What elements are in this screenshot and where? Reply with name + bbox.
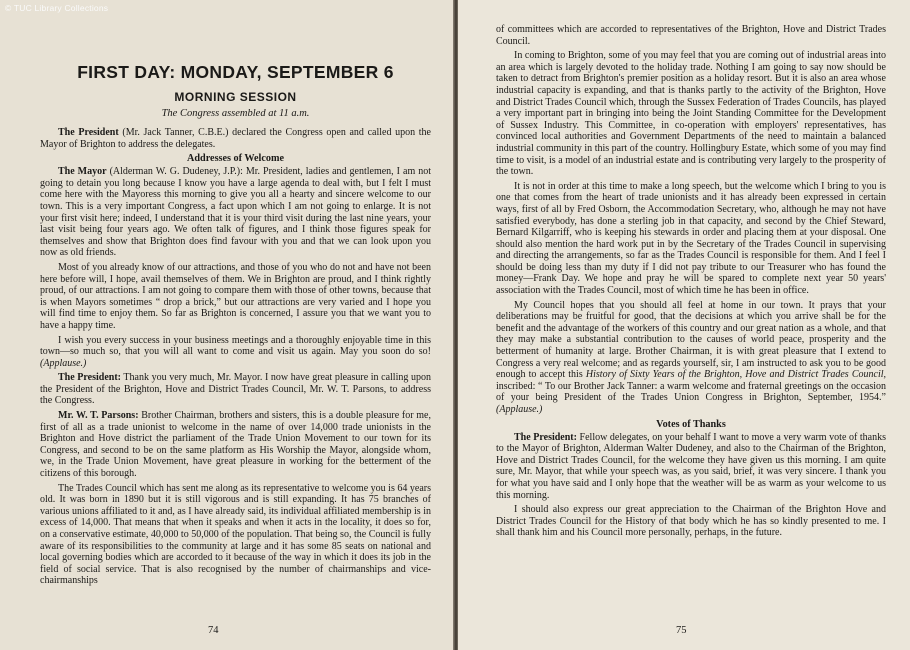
paragraph-parsons: Mr. W. T. Parsons: Brother Chairman, brothers and sisters, this is a double pleasure for me, first of all as a trade unionist to welcome in the name of over 14,000 trade unionists in the Brighton and Hove district the parliament of the Trade Union Movement to our town for its Congress, and second to be on the same platform as His Worship the Mayor, alongside whom, we, in the Trade Union Movement, have great pleasure in working for the betterment of the citizens of this borough.: [40, 410, 431, 480]
right-page: [458, 0, 910, 650]
session-heading: MORNING SESSION: [174, 90, 297, 104]
paragraph-president-reply: The President: Thank you very much, Mr. Mayor. I now have great pleasure in calling upon the President of the Brighton, Hove and District Trades Council, Mr. W. T. Parsons, to address the Congress.: [40, 372, 431, 407]
watermark: © TUC Library Collections: [5, 3, 109, 13]
paragraph-president-opening: The President (Mr. Jack Tanner, C.B.E.) declared the Congress open and called upon the Mayor of Brighton to address the delegates.: [40, 127, 431, 150]
paragraph-trades-council: The Trades Council which has sent me along as its representative to welcome you is 64 years old. It was born in 1890 but it is still vigorous and is still expanding. It has 75 branches of various unions affiliated to it and, as I have already said, its individual affiliated membership is in excess of 14,000. That means that when it speaks and when it acts in the locality, it does so for, on a conservative estimate, 40,000 to 50,000 of the population. That being so, the Council is fully aware of its responsibilities to the community at large and it has some 85 seats on national and local governing bodies which are accorded to it because of the way in which it does its job in the field of social service. That is also recognised by the number of chairmanships and vice-chairmanships: [40, 482, 431, 587]
speaker-name: The Mayor: [58, 166, 107, 178]
speaker-name: The President:: [514, 431, 577, 443]
day-title: FIRST DAY: MONDAY, SEPTEMBER 6: [77, 62, 394, 82]
applause-note: (Applause.): [40, 357, 87, 369]
page-number-right: 75: [676, 625, 687, 636]
speaker-name: The President: [58, 127, 119, 138]
paragraph-council-hopes: My Council hopes that you should all feel at home in our town. It prays that your deliberations may be fruitful for good, that the decisions at which you arrive shall be for the benefit and the advantage of the workers of this country and our great nation as a whole, and that they may make a substantial contribution to the causes of world peace, prosperity and the betterment of humanity at large. Brother Chairman, it is with great pleasure that I extend to Congress a very real welcome; and as regards yourself, sir, I am instructed to ask you to be good enough to accept this History of Sixty Years of the Brighton, Hove and District Trades Council, inscribed: “ To our Brother Jack Tanner: a warm welcome and fraternal greetings on the occasion of your being President of the Trades Union Congress in Brighton, September, 1954.” (Applause.): [496, 299, 887, 415]
applause-note: (Applause.): [496, 404, 543, 415]
speaker-name: The President:: [58, 372, 121, 384]
paragraph-mayor: The Mayor (Alderman W. G. Dudeney, J.P.): Mr. President, ladies and gentlemen, I am not going to detain you long because I know you have a large agenda to deal with, but I felt I must come here with the Mayoress this morning to give you all a hearty and sincere welcome to our town. This is a very important Congress, a fact upon which I am not going to enlarge. It is not your first visit here; indeed, I understand that it is your third visit during the last nine years, your last visit being four years ago. We often talk of figures, and I think those figures speak for themselves and show that Brighton does find favour with you and that we can look upon you now as old friends.: [40, 166, 432, 259]
speaker-name: Mr. W. T. Parsons:: [58, 410, 139, 422]
paragraph-attractions: Most of you already know of our attractions, and those of you who do not and have not been here before will, I hope, avail themselves of them. We in Brighton are proud, and I think rightly proud, of our attractions. I am not going to compare them with those of other towns, because that is when Mayors sometimes “ drop a brick,” but our attractions are very varied and I hope you will find time to enjoy them. So far as Brighton is concerned, I assure you that we want you to have a happy time.: [40, 261, 431, 331]
paragraph-vote-of-thanks: The President: Fellow delegates, on your behalf I want to move a very warm vote of thanks to the Mayor of Brighton, Alderman Walter Dudeney, and also to the Chairman of the Brighton, Hove and District Trades Council, for the welcome they have given us this morning. I am quite sure, Mr. Mayor, that while your speech was, as you said, brief, it was very sincere. I thank you for what you have said and I only hope that the weather will be as warm as your welcome to us this morning.: [496, 431, 886, 501]
paragraph-appreciation: I should also express our great appreciation to the Chairman of the Brighton Hove and District Trades Council for the History of that body which he has so kindly presented to me. I shall thank him and his Council more personally, perhaps, in the future.: [496, 504, 886, 539]
paragraph-industry: In coming to Brighton, some of you may feel that you are coming out of industrial areas into an area which is largely devoted to the holiday trade. Nothing I am going to say now should be taken to detract from Brighton's premier position as a holiday resort. But it is also an area whose industrial capacity is expanding, and that is thanks partly to the activity of the Brighton, Hove and District Trades Council which, through the Sussex Federation of Trades Councils, has played a very important part in bringing into being the Joint Standing Committee for the Development of Sussex Industry. This Committee, in co-operation with employers' representatives, has convinced local authorities and Government Departments of the need to maintain a balanced industrial community in this part of the country. Hollingbury Estate, which some of you may find time to visit, is a model of an industrial estate and is contributing very largely to the prosperity of the town.: [496, 50, 886, 178]
section-heading-welcome: Addresses of Welcome: [187, 153, 284, 165]
assembled-note: The Congress assembled at 11 a.m.: [161, 108, 310, 119]
page-number-left: 74: [208, 625, 219, 636]
section-heading-thanks: Votes of Thanks: [656, 418, 726, 430]
paragraph-thanks-organisers: It is not in order at this time to make a long speech, but the welcome which I bring to you is one that comes from the heart of trade unionists and it has already been expressed in certain ways, first of all by Fred Osborn, the Accommodation Secretary, who, although he may not have satisfied everybody, has done a sterling job in that capacity, and second by the Chief Steward, Bernard Kilgarriff, who is keeping his stewards in order and placing them at your disposal. One should also mention the hard work put in by the Secretary of the Trades Council in supervising and directing the arrangements, so far as the Trades Council is responsible for them. And I feel I should be doing less than my duty if I did not pay tribute to our Treasurer who has found the money—Frank Day. We hope and pray he will be spared to complete next year 50 years' association with the Trades Council, most of which time he has been in office.: [496, 180, 886, 297]
book-title: History of Sixty Years of the Brighton, Hove and District Trades Council,: [585, 369, 887, 381]
paragraph-committees-continued: of committees which are accorded to representatives of the Brighton, Hove and District Trades Council.: [496, 24, 886, 47]
paragraph-success-wishes: I wish you every success in your business meetings and a thoroughly enjoyable time in this town—so much so, that you will all want to come and visit us again. May you soon do so! (Applause.): [40, 334, 431, 369]
